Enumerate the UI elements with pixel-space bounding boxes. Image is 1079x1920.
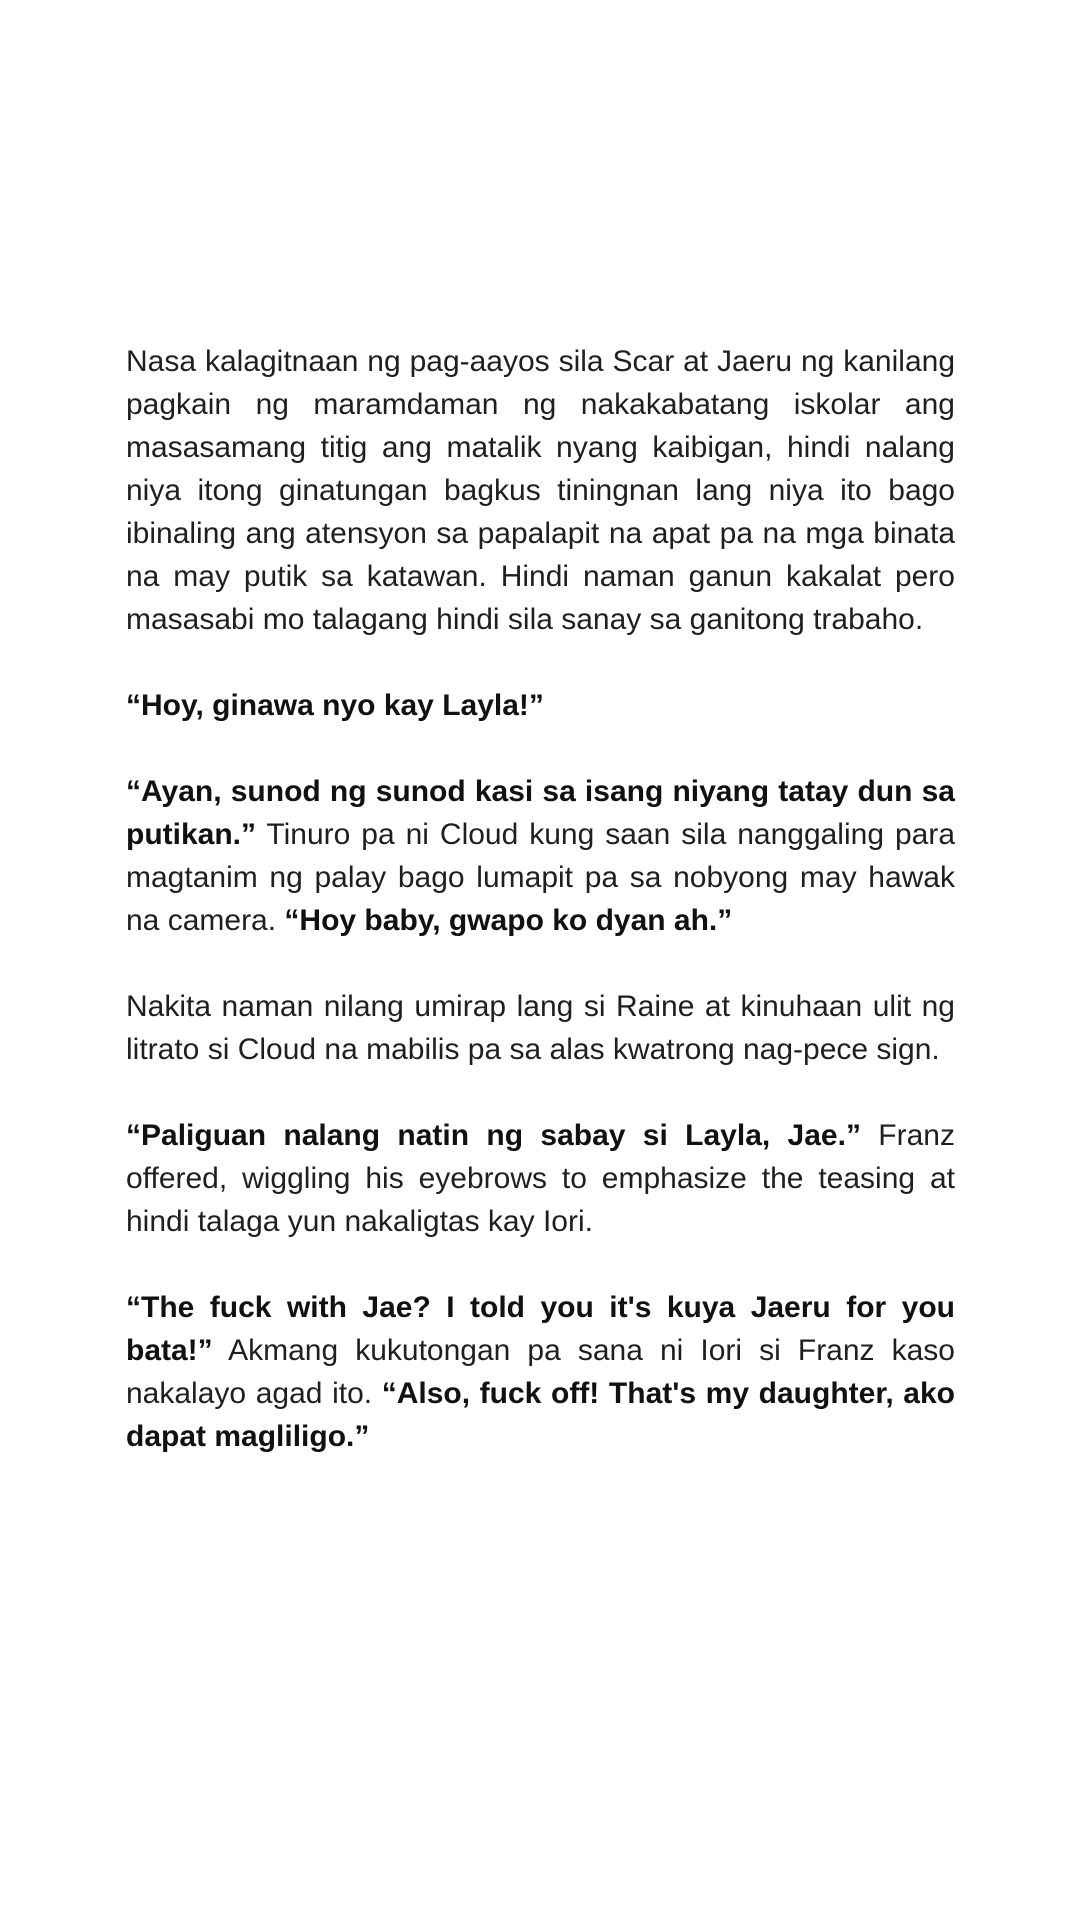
paragraph-dialogue-2: [126, 770, 955, 942]
paragraph-dialogue-3: [126, 1114, 955, 1243]
dialogue-text: “Also, fuck off! That's my daughter, ako dapat magliligo.”: [126, 1377, 955, 1453]
dialogue-text: “Hoy baby, gwapo ko dyan ah.”: [284, 904, 733, 937]
narration-text: Nasa kalagitnaan ng pag-aayos sila Scar at Jaeru ng kanilang pagkain ng maramdaman ng nakakabatang iskolar ang masasamang titig ang matalik nyang kaibigan, hindi nalang niya itong ginatungan bagkus tiningnan lang niya ito bago ibinaling ang atensyon sa papalapit na apat pa na mga binata na may putik sa katawan. Hindi naman ganun kakalat pero masasabi mo talagang hindi sila sanay sa ganitong trabaho.: [126, 345, 955, 636]
dialogue-text: “Paliguan nalang natin ng sabay si Layla, Jae.”: [126, 1119, 861, 1152]
paragraph-dialogue-1: [126, 684, 955, 727]
narration-text: Tinuro pa ni Cloud kung saan sila nanggaling para magtanim ng palay bago lumapit pa sa nobyong may hawak na camera.: [126, 818, 955, 937]
narration-text: Akmang kukutongan pa sana ni Iori si Franz kaso nakalayo agad ito.: [126, 1334, 955, 1410]
paragraph-narration-2: [126, 985, 955, 1071]
story-text: [126, 340, 955, 1458]
paragraph-dialogue-4: [126, 1286, 955, 1458]
narration-text: Franz offered, wiggling his eyebrows to emphasize the teasing at hindi talaga yun nakaligtas kay Iori.: [126, 1119, 955, 1238]
dialogue-text: “Hoy, ginawa nyo kay Layla!”: [126, 689, 544, 722]
paragraph-narration-1: [126, 340, 955, 641]
narration-text: Nakita naman nilang umirap lang si Raine at kinuhaan ulit ng litrato si Cloud na mabilis pa sa alas kwatrong nag-pece sign.: [126, 990, 955, 1066]
dialogue-text: “Ayan, sunod ng sunod kasi sa isang niyang tatay dun sa putikan.”: [126, 775, 955, 851]
dialogue-text: “The fuck with Jae? I told you it's kuya Jaeru for you bata!”: [126, 1291, 955, 1367]
